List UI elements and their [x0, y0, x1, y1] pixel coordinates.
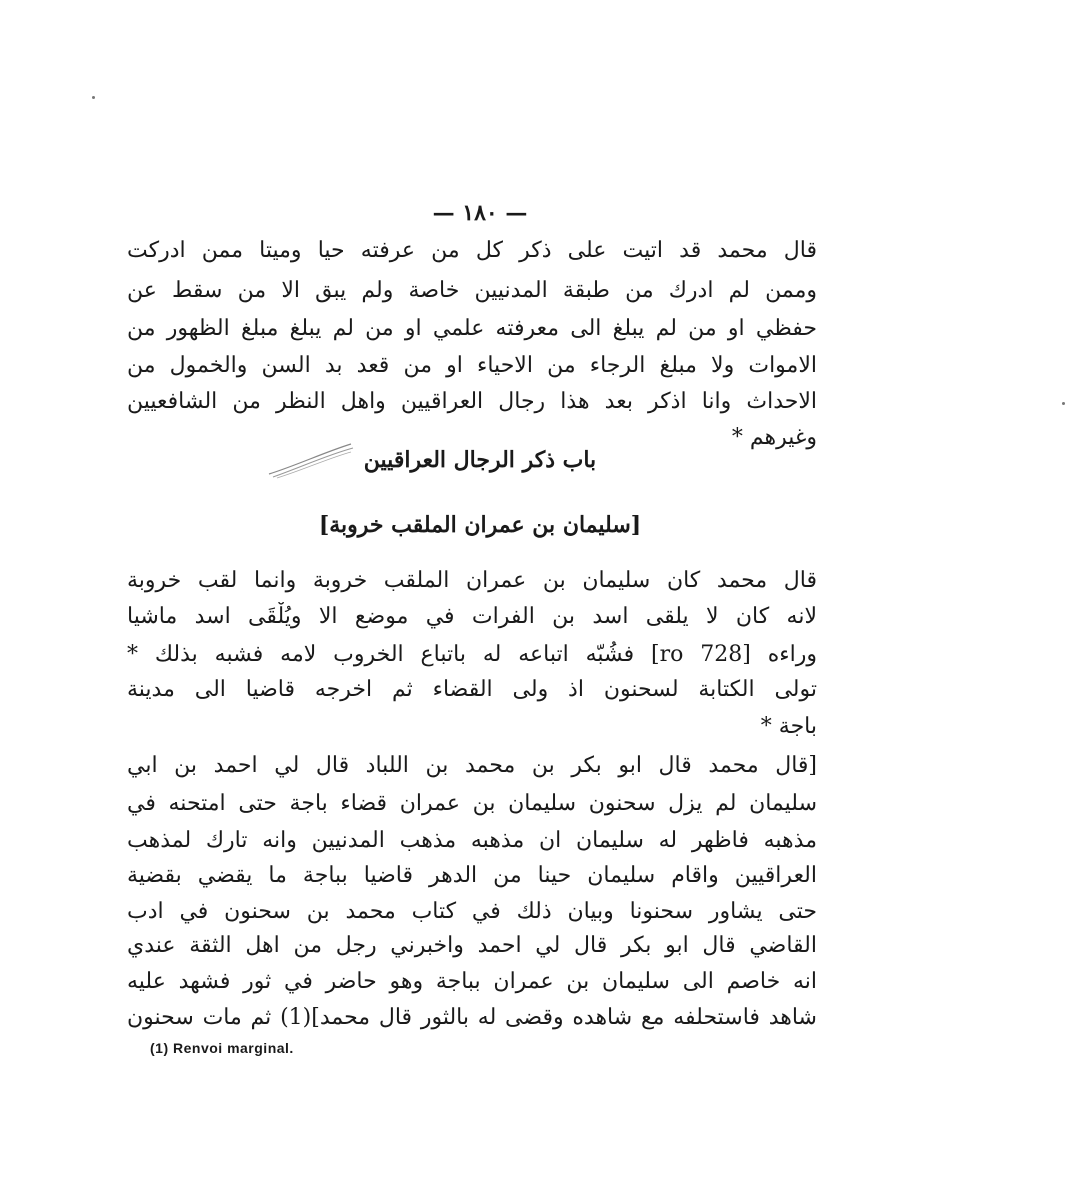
- paragraph-1-line-5: الاحداث وانا اذكر بعد هذا رجال العراقيين واهل النظر من الشافعيين: [127, 389, 817, 414]
- paragraph-3-line-7: انه خاصم الى سليمان بن عمران بباجة وهو حاضر في ثور فشهد عليه: [127, 969, 817, 994]
- paragraph-2-line-4: تولى الكتابة لسحنون اذ ولى القضاء ثم اخرجه قاضيا الى مدينة: [127, 677, 817, 702]
- footnote: (1) Renvoi marginal.: [150, 1040, 294, 1056]
- paragraph-3-line-4: العراقيين واقام سليمان حينا من الدهر قاضيا بباجة ما يقضي بقضية: [127, 863, 817, 888]
- entry-heading: [سليمان بن عمران الملقب خروبة]: [318, 512, 642, 538]
- paragraph-2-line-3: وراءه [728 ro] فشُبّه اتباعه له باتباع الخروب لامه فشبه بذلك *: [127, 642, 817, 667]
- paragraph-2-line-2: لانه كان لا يلقى اسد بن الفرات في موضع الا ويُلْقَى اسد ماشيا: [127, 604, 817, 629]
- page-number: — ١٨٠ —: [432, 200, 528, 226]
- scan-speck: [1062, 402, 1065, 405]
- paragraph-3-line-6: القاضي قال ابو بكر قال لي احمد واخبرني رجل من اهل الثقة عندي: [127, 933, 817, 958]
- paragraph-2-line-1: قال محمد كان سليمان بن عمران الملقب خروبة وانما لقب خروبة: [127, 568, 817, 593]
- paragraph-2-line-5: باجة *: [760, 714, 817, 739]
- paragraph-3-line-8: شاهد فاستحلفه مع شاهده وقضى له بالثور قال محمد](1) ثم مات سحنون: [127, 1005, 817, 1030]
- paragraph-1-line-2: وممن لم ادرك من طبقة المدنيين خاصة ولم يبق الا من سقط عن: [127, 278, 817, 303]
- paragraph-1-line-6: وغيرهم *: [731, 425, 817, 450]
- paragraph-1-line-3: حفظي او من لم يبلغ الى معرفته علمي او من لم يبلغ مبلغ الظهور من: [127, 316, 817, 341]
- paragraph-3-line-3: مذهبه فاظهر له سليمان ان مذهبه مذهب المدنيين وانه تارك لمذهب: [127, 828, 817, 853]
- paragraph-1-line-1: قال محمد قد اتيت على ذكر كل من عرفته حيا وميتا ممن ادركت: [127, 238, 817, 263]
- paragraph-3-line-5: حتى يشاور سحنونا وبيان ذلك في كتاب محمد بن سحنون في ادب: [127, 899, 817, 924]
- paragraph-3-line-1: [قال محمد قال ابو بكر بن محمد بن اللباد قال لي احمد بن ابي: [127, 753, 817, 778]
- chapter-heading: باب ذكر الرجال العراقيين: [363, 447, 597, 473]
- paragraph-1-line-4: الاموات ولا مبلغ الرجاء من الاحياء او من قعد بد السن والخمول من: [127, 353, 817, 378]
- paragraph-3-line-2: سليمان لم يزل سحنون سليمان بن عمران قضاء باجة حتى امتحنه في: [127, 791, 817, 816]
- scan-speck: [92, 96, 95, 99]
